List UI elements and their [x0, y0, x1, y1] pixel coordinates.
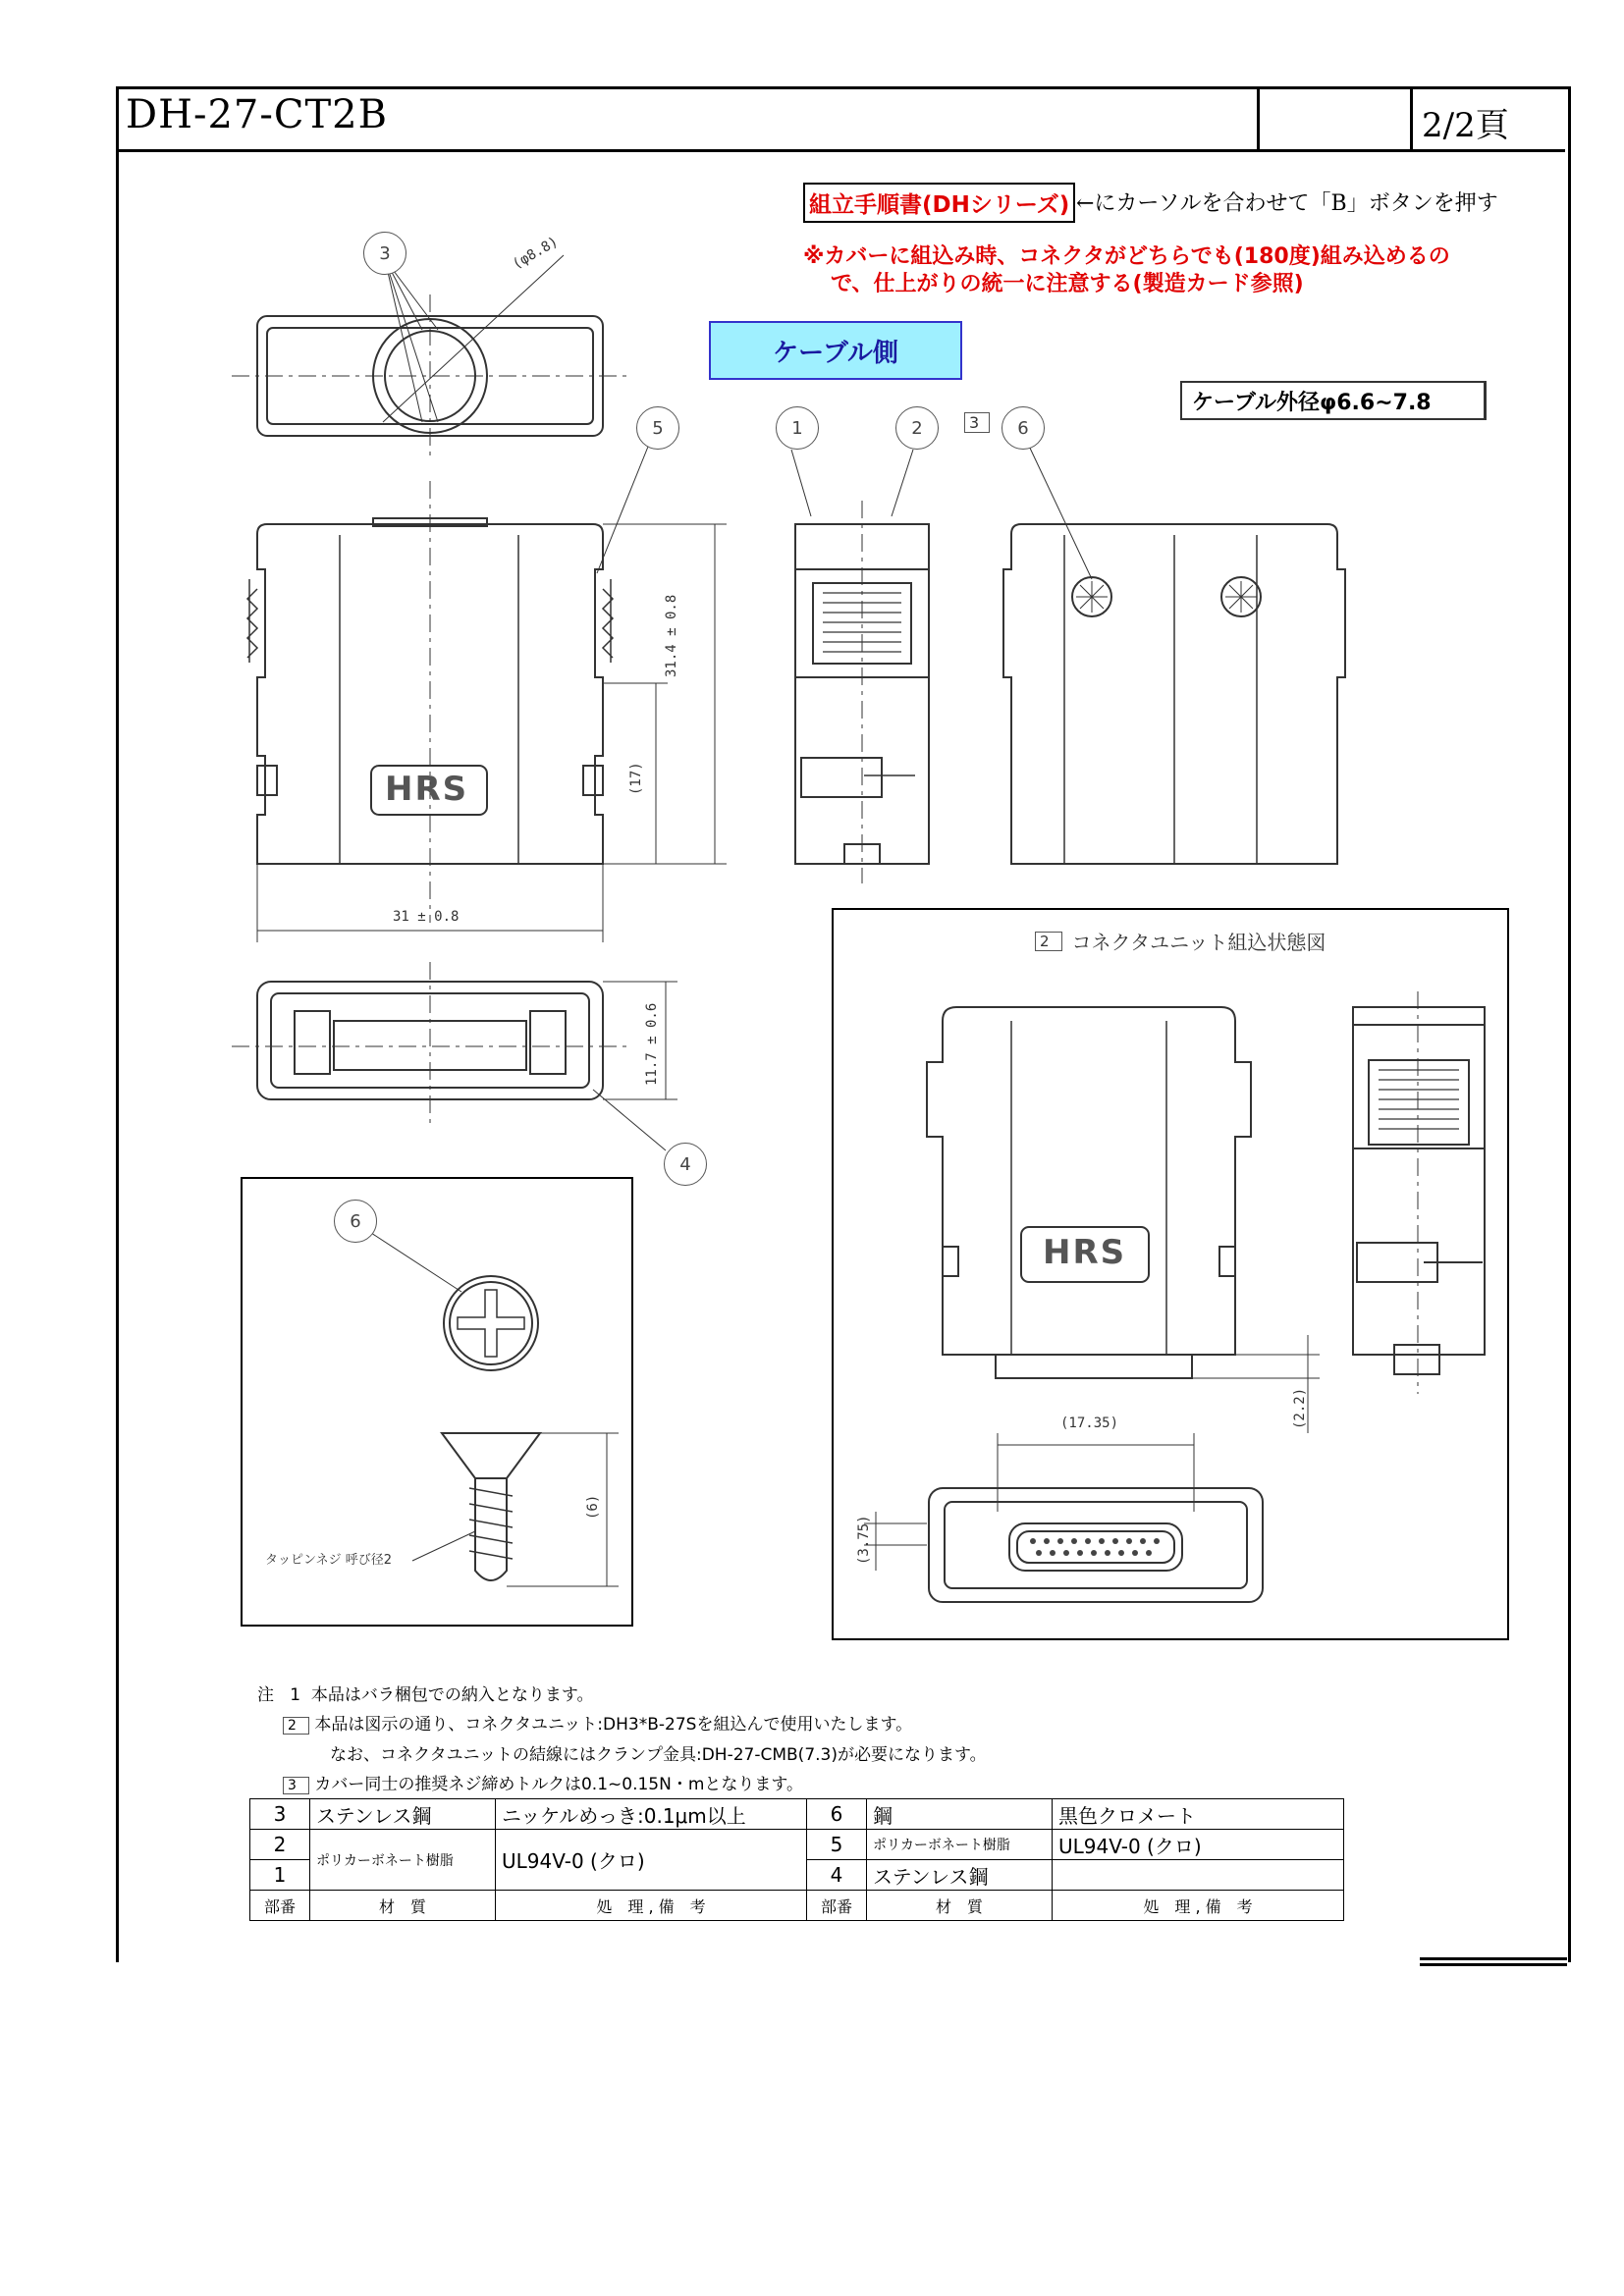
- header-material: 材 質: [867, 1891, 1053, 1921]
- parts-table: [249, 1798, 1344, 1921]
- cell-part-no: 2: [250, 1830, 310, 1860]
- cell-part-no: 4: [807, 1860, 867, 1891]
- dim-width: 31 ± 0.8: [393, 909, 460, 925]
- note-marker-2: 2: [283, 1717, 309, 1735]
- caution-line-1: ※カバーに組込み時、コネクタがどちらでも(180度)組み込めるの: [803, 244, 1450, 269]
- note-3: [257, 1770, 987, 1800]
- callout-6: 6: [1001, 406, 1045, 450]
- dim-3-75: (3.75): [856, 1515, 872, 1565]
- cell-treatment: UL94V-0 (クロ): [496, 1830, 807, 1891]
- dim-17: (17): [628, 762, 644, 795]
- cell-treatment: ニッケルめっき:0.1μm以上: [496, 1799, 807, 1830]
- header-treatment: 処 理 , 備 考: [1053, 1891, 1344, 1921]
- hrs-logo-text: HRS: [385, 770, 469, 809]
- note-marker-3: 3: [283, 1777, 309, 1794]
- dim-screw-6: (6): [585, 1494, 601, 1520]
- notes-prefix: 注: [257, 1685, 274, 1705]
- connector-unit-box: [833, 909, 1508, 1639]
- header-part-no: 部番: [250, 1891, 310, 1921]
- connector-unit-title-text: コネクタユニット組込状態図: [1071, 931, 1326, 954]
- callout-1: 1: [776, 406, 819, 450]
- cell-material: ポリカーボネート樹脂: [867, 1830, 1053, 1860]
- note-2-text: 本品は図示の通り、コネクタユニット:DH3*B-27Sを組込んで使用いたします。: [314, 1715, 913, 1735]
- note-2b: なお、コネクタユニットの結線にはクランプ金具:DH-27-CMB(7.3)が必要になります。: [330, 1745, 987, 1765]
- cell-part-no: 1: [250, 1860, 310, 1891]
- cell-treatment: UL94V-0 (クロ): [1053, 1830, 1344, 1860]
- hrs-logo-text: HRS: [1043, 1233, 1127, 1272]
- callout-6-screw: 6: [334, 1200, 377, 1243]
- tapping-screw-label: タッピンネジ 呼び径2: [265, 1553, 393, 1568]
- header-treatment: 処 理 , 備 考: [496, 1891, 807, 1921]
- unit-front-body: [927, 1007, 1251, 1355]
- notes-block: [257, 1681, 987, 1800]
- table-row: [250, 1799, 1344, 1830]
- callout-3: 3: [363, 232, 406, 275]
- cell-part-no: 6: [807, 1799, 867, 1830]
- table-row: [250, 1830, 1344, 1860]
- marker-2: 2: [1035, 932, 1062, 951]
- cell-material: ステンレス鋼: [310, 1799, 496, 1830]
- marker-3: 3: [964, 412, 990, 433]
- dim-depth: 11.7 ± 0.6: [644, 1002, 660, 1086]
- cell-material: ポリカーボネート樹脂: [310, 1830, 496, 1891]
- cable-side-label: ケーブル側: [709, 321, 962, 380]
- cell-material: 鋼: [867, 1799, 1053, 1830]
- dim-2-2: (2.2): [1292, 1387, 1308, 1429]
- dim-height: 31.4 ± 0.8: [664, 594, 679, 677]
- connector-unit-title: [1035, 927, 1326, 955]
- note-2: [257, 1710, 987, 1740]
- cell-part-no: 5: [807, 1830, 867, 1860]
- header-part-no: 部番: [807, 1891, 867, 1921]
- assembly-manual-button[interactable]: 組立手順書(DHシリーズ): [803, 183, 1075, 223]
- callout-2: 2: [895, 406, 939, 450]
- page-number: 2/2頁: [1422, 106, 1509, 145]
- header-material: 材 質: [310, 1891, 496, 1921]
- cell-part-no: 3: [250, 1799, 310, 1830]
- callout-4: 4: [664, 1143, 707, 1186]
- note-1-num: 1: [290, 1685, 301, 1705]
- cell-material: ステンレス鋼: [867, 1860, 1053, 1891]
- dim-diameter: (φ8.8): [510, 234, 562, 273]
- note-1: [257, 1681, 987, 1710]
- assembly-hint: ←にカーソルを合わせて「B」ボタンを押す: [1076, 191, 1498, 216]
- caution-line-2: で、仕上がりの統一に注意する(製造カード参照): [831, 272, 1304, 296]
- callout-5: 5: [636, 406, 679, 450]
- note-3-text: カバー同士の推奨ネジ締めトルクは0.1~0.15N・mとなります。: [314, 1775, 804, 1794]
- cell-treatment: [1053, 1860, 1344, 1891]
- unit-bottom-body: [929, 1488, 1263, 1602]
- note-1-text: 本品はバラ梱包での納入となります。: [310, 1685, 594, 1705]
- cell-treatment: 黒色クロメート: [1053, 1799, 1344, 1830]
- document-title: DH-27-CT2B: [126, 92, 389, 137]
- dim-17-35: (17.35): [1060, 1415, 1119, 1431]
- cable-od-label: ケーブル外径φ6.6~7.8: [1180, 381, 1487, 420]
- table-header-row: [250, 1891, 1344, 1921]
